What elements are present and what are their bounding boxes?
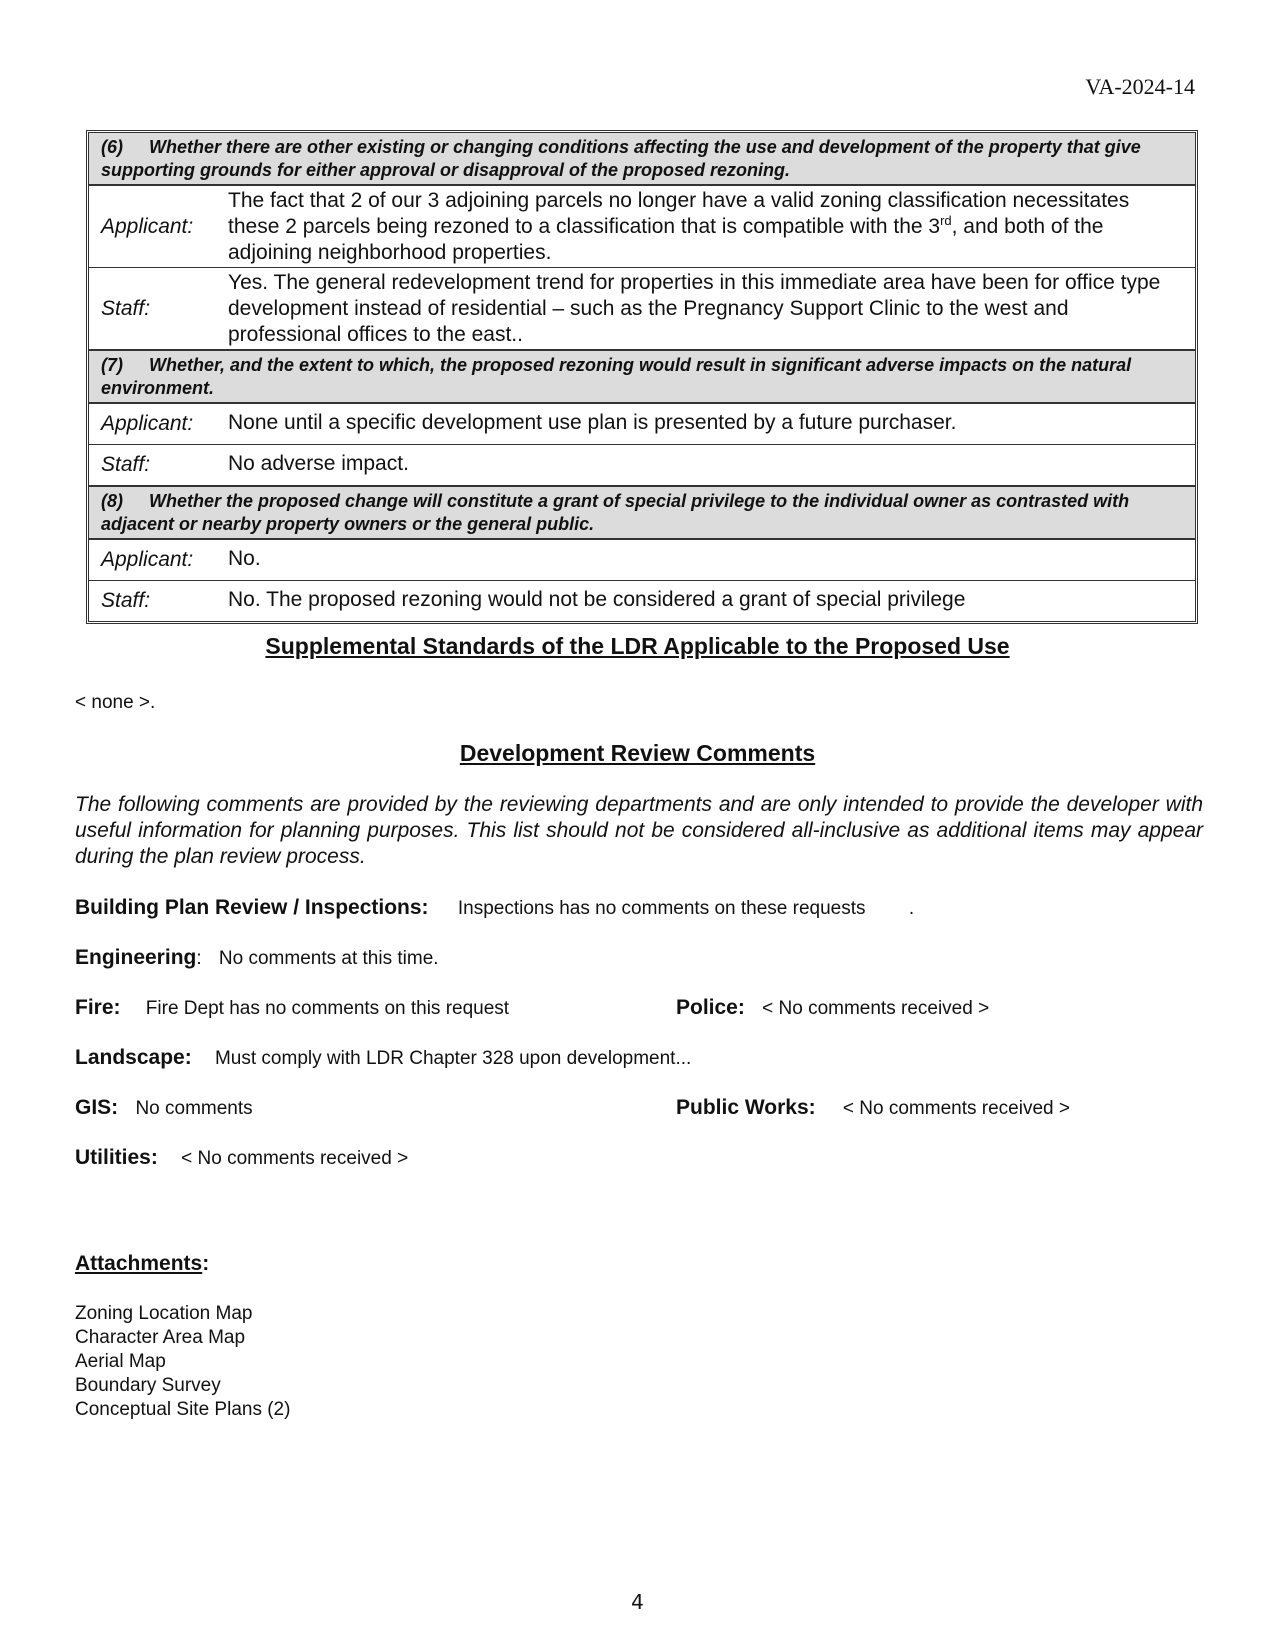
applicant-response-row <box>89 404 1195 444</box>
public-works-text: < No comments received > <box>842 1098 1070 1119</box>
criterion-header <box>89 485 1195 540</box>
utilities-comment <box>75 1146 408 1170</box>
list-item: Character Area Map <box>75 1327 246 1348</box>
list-item: Boundary Survey <box>75 1375 221 1396</box>
review-intro-text: The following comments are provided by the reviewing departments and are only intended to provide the developer with useful information for planning purposes. This list should not be considered all-inclusive as additional items may appear during the plan review process. <box>75 793 1203 868</box>
list-item: Conceptual Site Plans (2) <box>75 1399 291 1420</box>
building-comment: Building Plan Review / Inspections: Inspections has no comments on these requests . <box>75 896 915 919</box>
landscape-text: Must comply with LDR Chapter 328 upon development... <box>214 1048 692 1069</box>
criterion-header <box>89 349 1195 404</box>
staff-response-row <box>89 267 1195 349</box>
attachments-list <box>75 1302 290 1422</box>
attachments-title: Attachments: <box>75 1252 210 1275</box>
applicant-response-row <box>89 540 1195 580</box>
applicant-label: Applicant: <box>101 214 194 238</box>
fire-label: Fire: <box>75 996 121 1019</box>
utilities-text: < No comments received > <box>181 1148 409 1169</box>
criterion-question: Whether, and the extent to which, the proposed rezoning would result in significant adverse impacts on the natural environment. <box>101 355 1132 398</box>
fire-comment <box>75 996 509 1020</box>
staff-label: Staff: <box>89 444 216 485</box>
page-number: 4 <box>631 1590 644 1614</box>
rezoning-criteria-table <box>86 130 1198 624</box>
development-review-title: Development Review Comments <box>459 740 816 766</box>
gis-text: No comments <box>135 1098 253 1119</box>
utilities-label: Utilities: <box>75 1146 158 1169</box>
staff-label: Staff: <box>89 267 216 349</box>
staff-response: No. The proposed rezoning would not be considered a grant of special privilege <box>216 580 1195 621</box>
applicant-response: No. <box>228 547 261 570</box>
criterion-question: Whether there are other existing or changing conditions affecting the use and development of the property that give supporting grounds for either approval or disapproval of the proposed rezoning. <box>101 137 1141 180</box>
public-works-label: Public Works: <box>676 1096 816 1119</box>
staff-label: Staff: <box>89 580 216 621</box>
landscape-label: Landscape: <box>75 1046 192 1069</box>
engineering-label: Engineering <box>75 946 197 969</box>
supplemental-standards-text: < none >. <box>75 692 156 713</box>
police-comment <box>676 996 989 1020</box>
building-text: Inspections has no comments on these requests <box>457 898 866 919</box>
police-label: Police: <box>676 996 745 1019</box>
criterion-number: (8) <box>101 491 123 511</box>
engineering-comment: Engineering: No comments at this time. <box>75 946 439 969</box>
criterion-question: Whether the proposed change will constitute a grant of special privilege to the individual owner as contrasted with adjacent or nearby property owners or the general public. <box>101 491 1130 534</box>
case-number: VA-2024-14 <box>1085 74 1195 99</box>
list-item: Aerial Map <box>75 1351 166 1372</box>
public-works-comment <box>676 1096 1070 1120</box>
applicant-response: The fact that 2 of our 3 adjoining parcels no longer have a valid zoning classification necessitates these 2 parcels being rezoned to a classification that is compatible with the 3rd, and both of the adjoining neighborhood properties. <box>228 189 1130 264</box>
staff-response-row <box>89 444 1195 485</box>
gis-comment <box>75 1096 253 1120</box>
criterion-number: (7) <box>101 355 123 375</box>
supplemental-standards-title: Supplemental Standards of the LDR Applicable to the Proposed Use <box>265 633 1010 659</box>
landscape-comment <box>75 1046 691 1070</box>
building-label: Building Plan Review / Inspections: <box>75 896 429 919</box>
police-text: < No comments received > <box>762 998 990 1019</box>
applicant-response-row <box>89 186 1195 267</box>
list-item: Zoning Location Map <box>75 1303 253 1324</box>
staff-response-row <box>89 580 1195 621</box>
engineering-text: No comments at this time. <box>218 948 439 969</box>
applicant-response: None until a specific development use plan is presented by a future purchaser. <box>228 411 957 434</box>
fire-text: Fire Dept has no comments on this request <box>145 998 510 1019</box>
gis-label: GIS: <box>75 1096 119 1119</box>
applicant-label: Applicant: <box>101 412 194 435</box>
staff-response: No adverse impact. <box>216 444 1195 485</box>
applicant-label: Applicant: <box>101 548 194 571</box>
criterion-number: (6) <box>101 137 123 157</box>
staff-response: Yes. The general redevelopment trend for properties in this immediate area have been for office type development instead of residential – such as the Pregnancy Support Clinic to the west and professional offices to the east.. <box>216 267 1195 349</box>
criterion-header <box>89 133 1195 186</box>
